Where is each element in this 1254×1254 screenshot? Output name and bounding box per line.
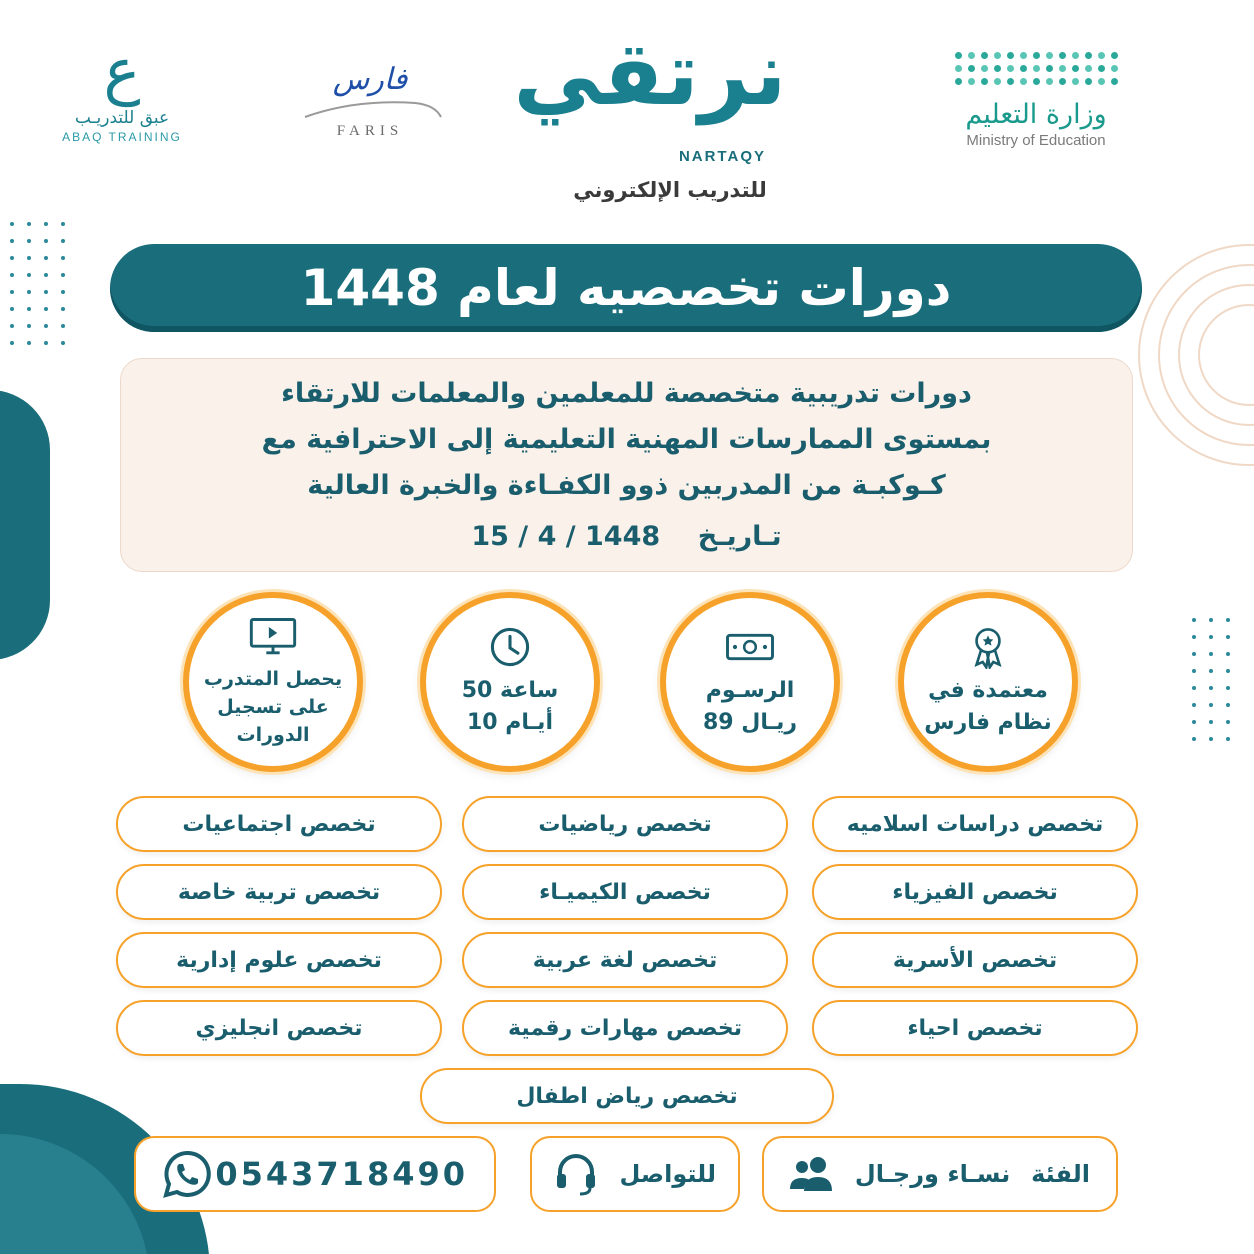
date-value: 15 / 4 / 1448 bbox=[471, 521, 661, 552]
specialty-label: تخصص تربية خاصة bbox=[177, 879, 381, 905]
money-icon bbox=[725, 625, 775, 669]
specialty-item bbox=[462, 796, 788, 852]
specialty-label: تخصص رياضيات bbox=[538, 811, 712, 837]
feature-line: على تسجيل bbox=[217, 696, 329, 718]
date-row bbox=[121, 521, 1132, 552]
feature-fees bbox=[660, 592, 840, 772]
feature-line: يحصل المتدرب bbox=[203, 668, 343, 690]
specialty-label: تخصص احياء bbox=[907, 1015, 1043, 1041]
abaq-logo-mark: ع bbox=[103, 34, 141, 107]
specialty-item bbox=[812, 796, 1138, 852]
contact-box[interactable] bbox=[530, 1136, 740, 1212]
specialty-item bbox=[462, 932, 788, 988]
specialty-label: تخصص الأسرية bbox=[892, 947, 1058, 973]
abaq-training-logo bbox=[52, 34, 192, 144]
award-badge-icon bbox=[963, 625, 1013, 669]
description-line: بمستوى الممارسات المهنية التعليمية إلى الاحترافية مع bbox=[261, 424, 992, 455]
decorative-dots-right bbox=[1192, 618, 1230, 741]
moe-logo-english: Ministry of Education bbox=[966, 132, 1106, 149]
feature-duration bbox=[420, 592, 600, 772]
decorative-dots-left bbox=[10, 222, 65, 345]
specialty-label: تخصص علوم إدارية bbox=[176, 947, 382, 973]
specialty-item bbox=[812, 1000, 1138, 1056]
specialty-label: تخصص رياض اطفال bbox=[516, 1083, 738, 1109]
page-title: دورات تخصصيه لعام 1448 bbox=[300, 259, 952, 317]
feature-line: الدورات bbox=[236, 724, 310, 746]
feature-line: 50 ساعة bbox=[461, 678, 559, 703]
clock-icon bbox=[485, 625, 535, 669]
phone-number[interactable]: 0543718490 bbox=[215, 1155, 468, 1193]
specialty-label: تخصص دراسات اسلاميه bbox=[846, 811, 1104, 837]
nartaqy-logo-tagline: للتدريب الإلكتروني bbox=[573, 178, 767, 202]
specialty-item bbox=[116, 796, 442, 852]
decorative-left-shape bbox=[0, 390, 50, 660]
abaq-logo-english: ABAQ TRAINING bbox=[62, 130, 182, 144]
feature-line: 10 أيـام bbox=[467, 710, 553, 735]
abaq-logo-arabic: عبق للتدريـب bbox=[74, 108, 170, 128]
phone-box[interactable] bbox=[134, 1136, 496, 1212]
moe-dots-icon bbox=[936, 52, 1136, 85]
specialty-item bbox=[812, 864, 1138, 920]
faris-swoosh-icon bbox=[295, 97, 445, 119]
faris-logo bbox=[290, 62, 450, 140]
feature-accredited bbox=[898, 592, 1078, 772]
date-label: تـاريـخ bbox=[697, 521, 782, 552]
category-box bbox=[762, 1136, 1118, 1212]
moe-logo-arabic: وزارة التعليم bbox=[965, 99, 1107, 130]
monitor-icon bbox=[248, 615, 298, 659]
description-box bbox=[120, 358, 1133, 572]
nartaqy-logo bbox=[500, 22, 800, 202]
category-label: الفئة bbox=[1031, 1160, 1090, 1188]
users-icon bbox=[790, 1155, 834, 1193]
specialty-label: تخصص الفيزياء bbox=[892, 879, 1058, 905]
whatsapp-icon bbox=[162, 1149, 212, 1199]
ministry-of-education-logo bbox=[936, 52, 1136, 149]
feature-recordings bbox=[183, 592, 363, 772]
faris-logo-mark: فارس bbox=[332, 62, 408, 97]
specialty-label: تخصص الكيميـاء bbox=[539, 879, 711, 905]
title-banner bbox=[110, 244, 1142, 332]
description-line: كـوكبـة من المدربين ذوو الكفـاءة والخبرة العالية bbox=[307, 470, 946, 501]
decorative-rings bbox=[1134, 240, 1254, 470]
nartaqy-logo-mark: نرتقي bbox=[513, 22, 787, 125]
specialty-label: تخصص اجتماعيات bbox=[182, 811, 376, 837]
specialty-item bbox=[116, 864, 442, 920]
feature-line: 89 ريـال bbox=[702, 710, 798, 735]
specialty-item bbox=[812, 932, 1138, 988]
specialty-label: تخصص انجليزي bbox=[195, 1015, 363, 1041]
description-line: دورات تدريبية متخصصة للمعلمين والمعلمات للارتقاء bbox=[281, 378, 972, 409]
feature-line: نظام فارس bbox=[924, 710, 1052, 735]
specialty-item bbox=[462, 864, 788, 920]
specialty-item bbox=[462, 1000, 788, 1056]
feature-line: معتمدة في bbox=[928, 678, 1048, 703]
faris-logo-english: FARIS bbox=[336, 123, 404, 139]
specialty-label: تخصص مهارات رقمية bbox=[508, 1015, 742, 1041]
nartaqy-logo-english: NARTAQY bbox=[678, 148, 766, 165]
specialty-label: تخصص لغة عربية bbox=[532, 947, 718, 973]
headset-icon bbox=[554, 1152, 598, 1196]
contact-label: للتواصل bbox=[619, 1160, 716, 1188]
feature-line: الرسـوم bbox=[705, 678, 795, 703]
specialty-item bbox=[116, 932, 442, 988]
category-value: نسـاء ورجـال bbox=[854, 1160, 1011, 1188]
specialty-item bbox=[420, 1068, 834, 1124]
specialty-item bbox=[116, 1000, 442, 1056]
